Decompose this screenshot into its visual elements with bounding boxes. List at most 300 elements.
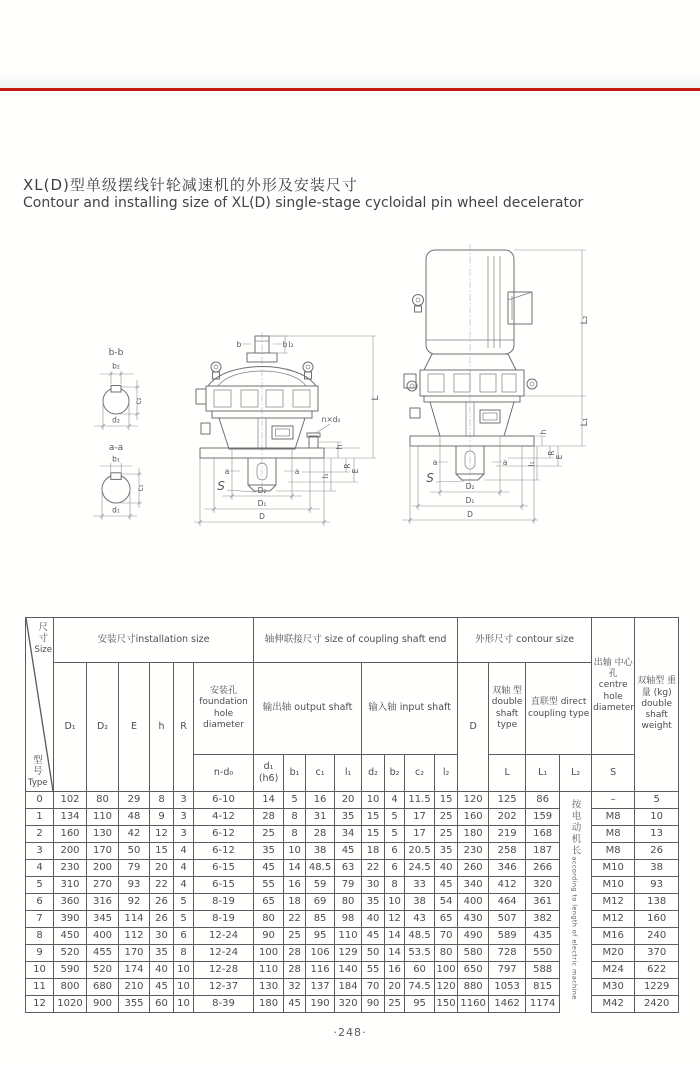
table-cell: M12 <box>592 894 635 911</box>
table-cell: 65 <box>435 911 458 928</box>
table-cell: M10 <box>592 860 635 877</box>
group-coupling-shaft-end: 轴伸联接尺寸 size of coupling shaft end <box>254 618 458 663</box>
table-cell: 20 <box>335 792 362 809</box>
table-cell: 4 <box>174 860 194 877</box>
group-centre-hole: 出轴 中心孔 centre hole diameter <box>592 618 635 755</box>
table-cell: 4 <box>385 792 405 809</box>
table-cell: 170 <box>119 945 150 962</box>
table-cell: 35 <box>435 843 458 860</box>
section-a-a <box>93 443 145 520</box>
table-cell: 33 <box>405 877 435 894</box>
table-cell: M8 <box>592 826 635 843</box>
table-cell: 10 <box>174 979 194 996</box>
table-cell: 12-24 <box>194 928 254 945</box>
table-cell: 25 <box>435 809 458 826</box>
dim-d2-label: d₂ <box>112 415 120 425</box>
table-cell: 200 <box>54 843 87 860</box>
dim-L-label: L <box>371 395 381 401</box>
table-cell: 106 <box>306 945 335 962</box>
page-title-zh: XL(D)型单级摆线针轮减速机的外形及安装尺寸 <box>23 176 358 194</box>
table-cell: 6 <box>385 860 405 877</box>
table-cell: 48 <box>119 809 150 826</box>
table-cell: 9 <box>150 809 174 826</box>
table-cell: 4 <box>26 860 54 877</box>
table-cell: 8 <box>385 877 405 894</box>
table-cell: 5 <box>174 894 194 911</box>
table-cell: 5 <box>635 792 679 809</box>
table-cell: 5 <box>26 877 54 894</box>
col-l2: l₂ <box>435 755 458 792</box>
table-cell: 880 <box>458 979 489 996</box>
table-cell: 90 <box>362 996 385 1013</box>
table-cell: 79 <box>119 860 150 877</box>
table-cell: 550 <box>526 945 560 962</box>
table-cell: 14 <box>284 860 306 877</box>
table-cell: M24 <box>592 962 635 979</box>
table-cell: 45 <box>335 843 362 860</box>
table-cell: 70 <box>362 979 385 996</box>
shaft-end-mark: S <box>217 479 225 493</box>
table-cell: 24.5 <box>405 860 435 877</box>
table-corner-cell <box>26 618 54 792</box>
table-cell: 114 <box>119 911 150 928</box>
table-cell: 120 <box>458 792 489 809</box>
table-cell: 580 <box>458 945 489 962</box>
table-cell: 45 <box>435 877 458 894</box>
table-cell: 32 <box>284 979 306 996</box>
col-d1: d₁ (h6) <box>254 755 284 792</box>
dim-D1-label: D₁ <box>465 496 475 505</box>
table-cell: 20.5 <box>405 843 435 860</box>
col-D1: D₁ <box>54 663 87 792</box>
xl-body <box>196 336 324 491</box>
section-b-left-label: b <box>236 340 242 349</box>
xl-dimensions <box>194 336 381 526</box>
table-cell: 464 <box>489 894 526 911</box>
table-cell: 93 <box>635 877 679 894</box>
holes-note-label: n×d₀ <box>321 415 341 424</box>
table-cell: 130 <box>254 979 284 996</box>
section-a-right-label: a <box>502 458 508 467</box>
table-cell: 900 <box>87 996 119 1013</box>
table-cell: 28 <box>284 945 306 962</box>
table-cell: 14 <box>254 792 284 809</box>
table-cell: 40 <box>362 911 385 928</box>
table-cell: 6-10 <box>194 792 254 809</box>
table-cell: 14 <box>385 928 405 945</box>
table-cell: 17 <box>405 809 435 826</box>
table-cell: 16 <box>385 962 405 979</box>
dim-D2-label: D₂ <box>465 482 475 491</box>
section-a-right-label: a <box>294 467 300 476</box>
section-a-a-title: a-a <box>108 443 124 453</box>
table-cell: 30 <box>362 877 385 894</box>
table-cell: 6 <box>26 894 54 911</box>
table-cell: M10 <box>592 877 635 894</box>
table-cell: 45 <box>362 928 385 945</box>
group-double-shaft-weight: 双轴型 重量 (kg) double shaft weight <box>635 618 679 792</box>
table-cell: 5 <box>385 826 405 843</box>
table-cell: 74.5 <box>405 979 435 996</box>
table-cell: 168 <box>526 826 560 843</box>
corner-size-en: Size <box>34 644 52 655</box>
table-cell: 26 <box>635 843 679 860</box>
table-cell: 8-19 <box>194 894 254 911</box>
table-cell: 134 <box>54 809 87 826</box>
table-cell: 219 <box>489 826 526 843</box>
dim-d1-label: d₁ <box>112 505 120 515</box>
col-l1: l₁ <box>335 755 362 792</box>
table-cell: 38 <box>306 843 335 860</box>
xl-reducer-drawing <box>192 330 387 570</box>
l2-note-zh: 按电动机长 <box>569 798 581 857</box>
table-cell: 69 <box>306 894 335 911</box>
dim-D-label: D <box>467 510 473 519</box>
table-cell: 90 <box>254 928 284 945</box>
table-cell: 150 <box>435 996 458 1013</box>
table-cell: 80 <box>435 945 458 962</box>
table-cell: 45 <box>150 979 174 996</box>
table-cell: 55 <box>362 962 385 979</box>
table-cell: 10 <box>174 962 194 979</box>
subgroup-input-shaft: 输入轴 input shaft <box>362 663 458 755</box>
table-cell: 13 <box>635 826 679 843</box>
table-cell: 55 <box>254 877 284 894</box>
table-cell: 360 <box>54 894 87 911</box>
table-cell: 0 <box>26 792 54 809</box>
dim-c1-label: c₁ <box>136 484 145 492</box>
table-cell: 95 <box>306 928 335 945</box>
table-cell: 8 <box>174 945 194 962</box>
table-cell: 22 <box>284 911 306 928</box>
xld-motor-reducer-drawing <box>396 240 606 562</box>
table-cell: 170 <box>87 843 119 860</box>
table-cell: 35 <box>150 945 174 962</box>
dim-D2-label: D₂ <box>257 486 267 495</box>
dim-R-label: R <box>343 463 352 469</box>
table-cell: 1462 <box>489 996 526 1013</box>
table-cell: 70 <box>435 928 458 945</box>
table-cell: 8 <box>150 792 174 809</box>
table-cell: 6-12 <box>194 826 254 843</box>
table-cell: 26 <box>150 894 174 911</box>
table-cell: 18 <box>284 894 306 911</box>
table-cell: 10 <box>284 843 306 860</box>
table-cell: 190 <box>306 996 335 1013</box>
table-cell: 1053 <box>489 979 526 996</box>
table-cell: 40 <box>435 860 458 877</box>
dim-h-label: h <box>539 429 548 435</box>
table-cell: 35 <box>254 843 284 860</box>
table-cell: 80 <box>335 894 362 911</box>
table-cell: 100 <box>254 945 284 962</box>
header-shade <box>0 72 700 88</box>
table-cell: 17 <box>405 826 435 843</box>
table-cell: 53.5 <box>405 945 435 962</box>
table-cell: 270 <box>87 877 119 894</box>
table-cell: 7 <box>26 911 54 928</box>
col-b2: b₂ <box>385 755 405 792</box>
table-cell: 160 <box>54 826 87 843</box>
table-cell: 8 <box>284 809 306 826</box>
table-cell: 60 <box>405 962 435 979</box>
dim-b1-label: b₁ <box>112 454 120 464</box>
table-cell: 520 <box>87 962 119 979</box>
table-cell: 450 <box>54 928 87 945</box>
table-cell: 31 <box>306 809 335 826</box>
table-cell: 316 <box>87 894 119 911</box>
page-title-en: Contour and installing size of XL(D) single-stage cycloidal pin wheel decelerator <box>23 195 584 211</box>
table-cell: 48.5 <box>405 928 435 945</box>
table-cell: 340 <box>458 877 489 894</box>
table-cell: 10 <box>385 894 405 911</box>
table-cell: 160 <box>635 911 679 928</box>
table-cell: 320 <box>335 996 362 1013</box>
table-cell: 5 <box>385 809 405 826</box>
table-cell: 15 <box>362 826 385 843</box>
table-cell: M16 <box>592 928 635 945</box>
table-cell: 174 <box>119 962 150 979</box>
table-cell: 3 <box>174 826 194 843</box>
table-cell: 38 <box>405 894 435 911</box>
dim-l2-top-label: l₂ <box>288 340 294 349</box>
dim-D1-label: D₁ <box>257 499 267 508</box>
table-cell: 10 <box>26 962 54 979</box>
section-a-left-label: a <box>224 467 230 476</box>
table-cell: 10 <box>362 792 385 809</box>
corner-size-zh: 尺寸 <box>38 622 49 645</box>
dim-c2-label: c₂ <box>134 397 143 405</box>
table-cell: 345 <box>87 911 119 928</box>
table-cell: 200 <box>87 860 119 877</box>
col-D: D <box>458 663 489 792</box>
table-cell: 12-28 <box>194 962 254 979</box>
xld-body <box>404 250 537 480</box>
group-contour-size: 外形尺寸 contour size <box>458 618 592 663</box>
shaft-end-mark: S <box>426 471 434 485</box>
table-cell: 184 <box>335 979 362 996</box>
table-cell: 45 <box>254 860 284 877</box>
table-cell: 22 <box>362 860 385 877</box>
table-cell: 6 <box>385 843 405 860</box>
page-number: ·248· <box>333 1026 367 1039</box>
table-cell: 92 <box>119 894 150 911</box>
table-cell: 25 <box>284 928 306 945</box>
table-cell: 35 <box>335 809 362 826</box>
table-cell: 116 <box>306 962 335 979</box>
table-cell: 40 <box>150 962 174 979</box>
table-cell: 346 <box>489 860 526 877</box>
table-cell: 25 <box>254 826 284 843</box>
subgroup-double-shaft-type: 双轴 型 double shaft type <box>489 663 526 755</box>
table-cell: 38 <box>635 860 679 877</box>
table-cell: 35 <box>362 894 385 911</box>
table-cell: 20 <box>150 860 174 877</box>
table-cell: 10 <box>635 809 679 826</box>
table-cell: 382 <box>526 911 560 928</box>
table-cell: 435 <box>526 928 560 945</box>
table-cell: 48.5 <box>306 860 335 877</box>
table-cell: 22 <box>150 877 174 894</box>
table-cell: 1174 <box>526 996 560 1013</box>
table-cell: 680 <box>87 979 119 996</box>
col-d2: d₂ <box>362 755 385 792</box>
corner-type-en: Type <box>28 777 48 788</box>
section-a-left-label: a <box>432 458 438 467</box>
table-cell: 12-37 <box>194 979 254 996</box>
table-cell: 20 <box>385 979 405 996</box>
table-cell: 5 <box>284 792 306 809</box>
table-cell: 120 <box>435 979 458 996</box>
subgroup-foundation-hole: 安装孔 foundation hole diameter <box>194 663 254 755</box>
table-cell: 400 <box>87 928 119 945</box>
table-cell: 9 <box>26 945 54 962</box>
table-cell: 15 <box>435 792 458 809</box>
table-cell: 588 <box>526 962 560 979</box>
table-cell: 50 <box>119 843 150 860</box>
shaft-sections-drawing <box>88 340 203 552</box>
col-L1: L₁ <box>526 755 560 792</box>
table-cell: 6-12 <box>194 843 254 860</box>
table-cell: 4-12 <box>194 809 254 826</box>
table-cell: 507 <box>489 911 526 928</box>
table-cell: 180 <box>254 996 284 1013</box>
dim-E-label: E <box>555 454 564 460</box>
table-cell: 42 <box>119 826 150 843</box>
dim-l1-label: l₁ <box>321 473 330 479</box>
table-cell: 12 <box>385 911 405 928</box>
table-cell: 361 <box>526 894 560 911</box>
table-cell: 28 <box>306 826 335 843</box>
group-installation-size: 安装尺寸installation size <box>54 618 254 663</box>
table-cell: 240 <box>635 928 679 945</box>
dim-R-label: R <box>547 450 556 456</box>
table-cell: – <box>592 792 635 809</box>
table-cell: 11 <box>26 979 54 996</box>
table-cell: 8 <box>284 826 306 843</box>
table-cell: 59 <box>306 877 335 894</box>
col-b1: b₁ <box>284 755 306 792</box>
table-cell: 390 <box>54 911 87 928</box>
table-cell: 86 <box>526 792 560 809</box>
table-cell: 1160 <box>458 996 489 1013</box>
table-cell: 102 <box>54 792 87 809</box>
col-S: S <box>592 755 635 792</box>
table-cell: 400 <box>458 894 489 911</box>
table-cell: 130 <box>87 826 119 843</box>
table-cell: M8 <box>592 843 635 860</box>
table-cell: 4 <box>174 843 194 860</box>
table-cell: 16 <box>306 792 335 809</box>
table-cell: 12-24 <box>194 945 254 962</box>
table-cell: 15 <box>150 843 174 860</box>
table-cell: M30 <box>592 979 635 996</box>
corner-size-label <box>35 622 52 655</box>
table-cell: 1 <box>26 809 54 826</box>
table-cell: 30 <box>150 928 174 945</box>
table-cell: 310 <box>54 877 87 894</box>
table-cell: 1229 <box>635 979 679 996</box>
col-D2: D₂ <box>87 663 119 792</box>
col-c1: c₁ <box>306 755 335 792</box>
table-cell: 137 <box>306 979 335 996</box>
table-cell: 2420 <box>635 996 679 1013</box>
header-red-rule <box>0 88 700 91</box>
table-cell: 5 <box>174 911 194 928</box>
table-cell: 230 <box>458 843 489 860</box>
table-cell: 43 <box>405 911 435 928</box>
table-cell: 202 <box>489 809 526 826</box>
table-cell: 50 <box>362 945 385 962</box>
subgroup-output-shaft: 输出轴 output shaft <box>254 663 362 755</box>
l2-motor-length-note <box>560 792 590 1006</box>
table-cell: 8-39 <box>194 996 254 1013</box>
corner-type-zh: 型号 <box>33 755 43 778</box>
table-cell: 1020 <box>54 996 87 1013</box>
table-cell: 490 <box>458 928 489 945</box>
table-cell: 80 <box>87 792 119 809</box>
table-cell: 80 <box>254 911 284 928</box>
table-cell: M8 <box>592 809 635 826</box>
table-cell: 187 <box>526 843 560 860</box>
table-cell: M12 <box>592 911 635 928</box>
table-cell: 590 <box>54 962 87 979</box>
table-cell: 520 <box>54 945 87 962</box>
table-cell: 8-19 <box>194 911 254 928</box>
table-cell: 455 <box>87 945 119 962</box>
table-cell: 125 <box>489 792 526 809</box>
table-cell: 12 <box>26 996 54 1013</box>
table-cell: 129 <box>335 945 362 962</box>
table-cell: 3 <box>26 843 54 860</box>
table-cell: 14 <box>385 945 405 962</box>
table-cell: 3 <box>174 809 194 826</box>
table-cell: 10 <box>174 996 194 1013</box>
table-cell: 355 <box>119 996 150 1013</box>
table-cell: 815 <box>526 979 560 996</box>
table-cell: 34 <box>335 826 362 843</box>
col-nd0: n-d₀ <box>194 755 254 792</box>
table-cell: 79 <box>335 877 362 894</box>
table-cell: 6 <box>174 928 194 945</box>
table-cell: 98 <box>335 911 362 928</box>
section-b-b <box>94 348 143 430</box>
table-cell: 110 <box>254 962 284 979</box>
table-cell: 6-15 <box>194 877 254 894</box>
table-cell: 138 <box>635 894 679 911</box>
table-cell: 320 <box>526 877 560 894</box>
table-cell: 180 <box>458 826 489 843</box>
table-cell: 28 <box>284 962 306 979</box>
table-cell: 29 <box>119 792 150 809</box>
col-E: E <box>119 663 150 792</box>
table-cell: 6-15 <box>194 860 254 877</box>
table-cell: 430 <box>458 911 489 928</box>
table-cell: 15 <box>362 809 385 826</box>
table-cell: 110 <box>335 928 362 945</box>
table-cell: 4 <box>174 877 194 894</box>
table-cell: M42 <box>592 996 635 1013</box>
table-cell: 797 <box>489 962 526 979</box>
table-cell: 266 <box>526 860 560 877</box>
l2-note-en: according to length of electric machine <box>570 856 579 1000</box>
table-cell: 60 <box>150 996 174 1013</box>
table-cell: 26 <box>150 911 174 928</box>
table-cell: 18 <box>362 843 385 860</box>
table-cell: 589 <box>489 928 526 945</box>
table-cell: 63 <box>335 860 362 877</box>
table-cell: 110 <box>87 809 119 826</box>
